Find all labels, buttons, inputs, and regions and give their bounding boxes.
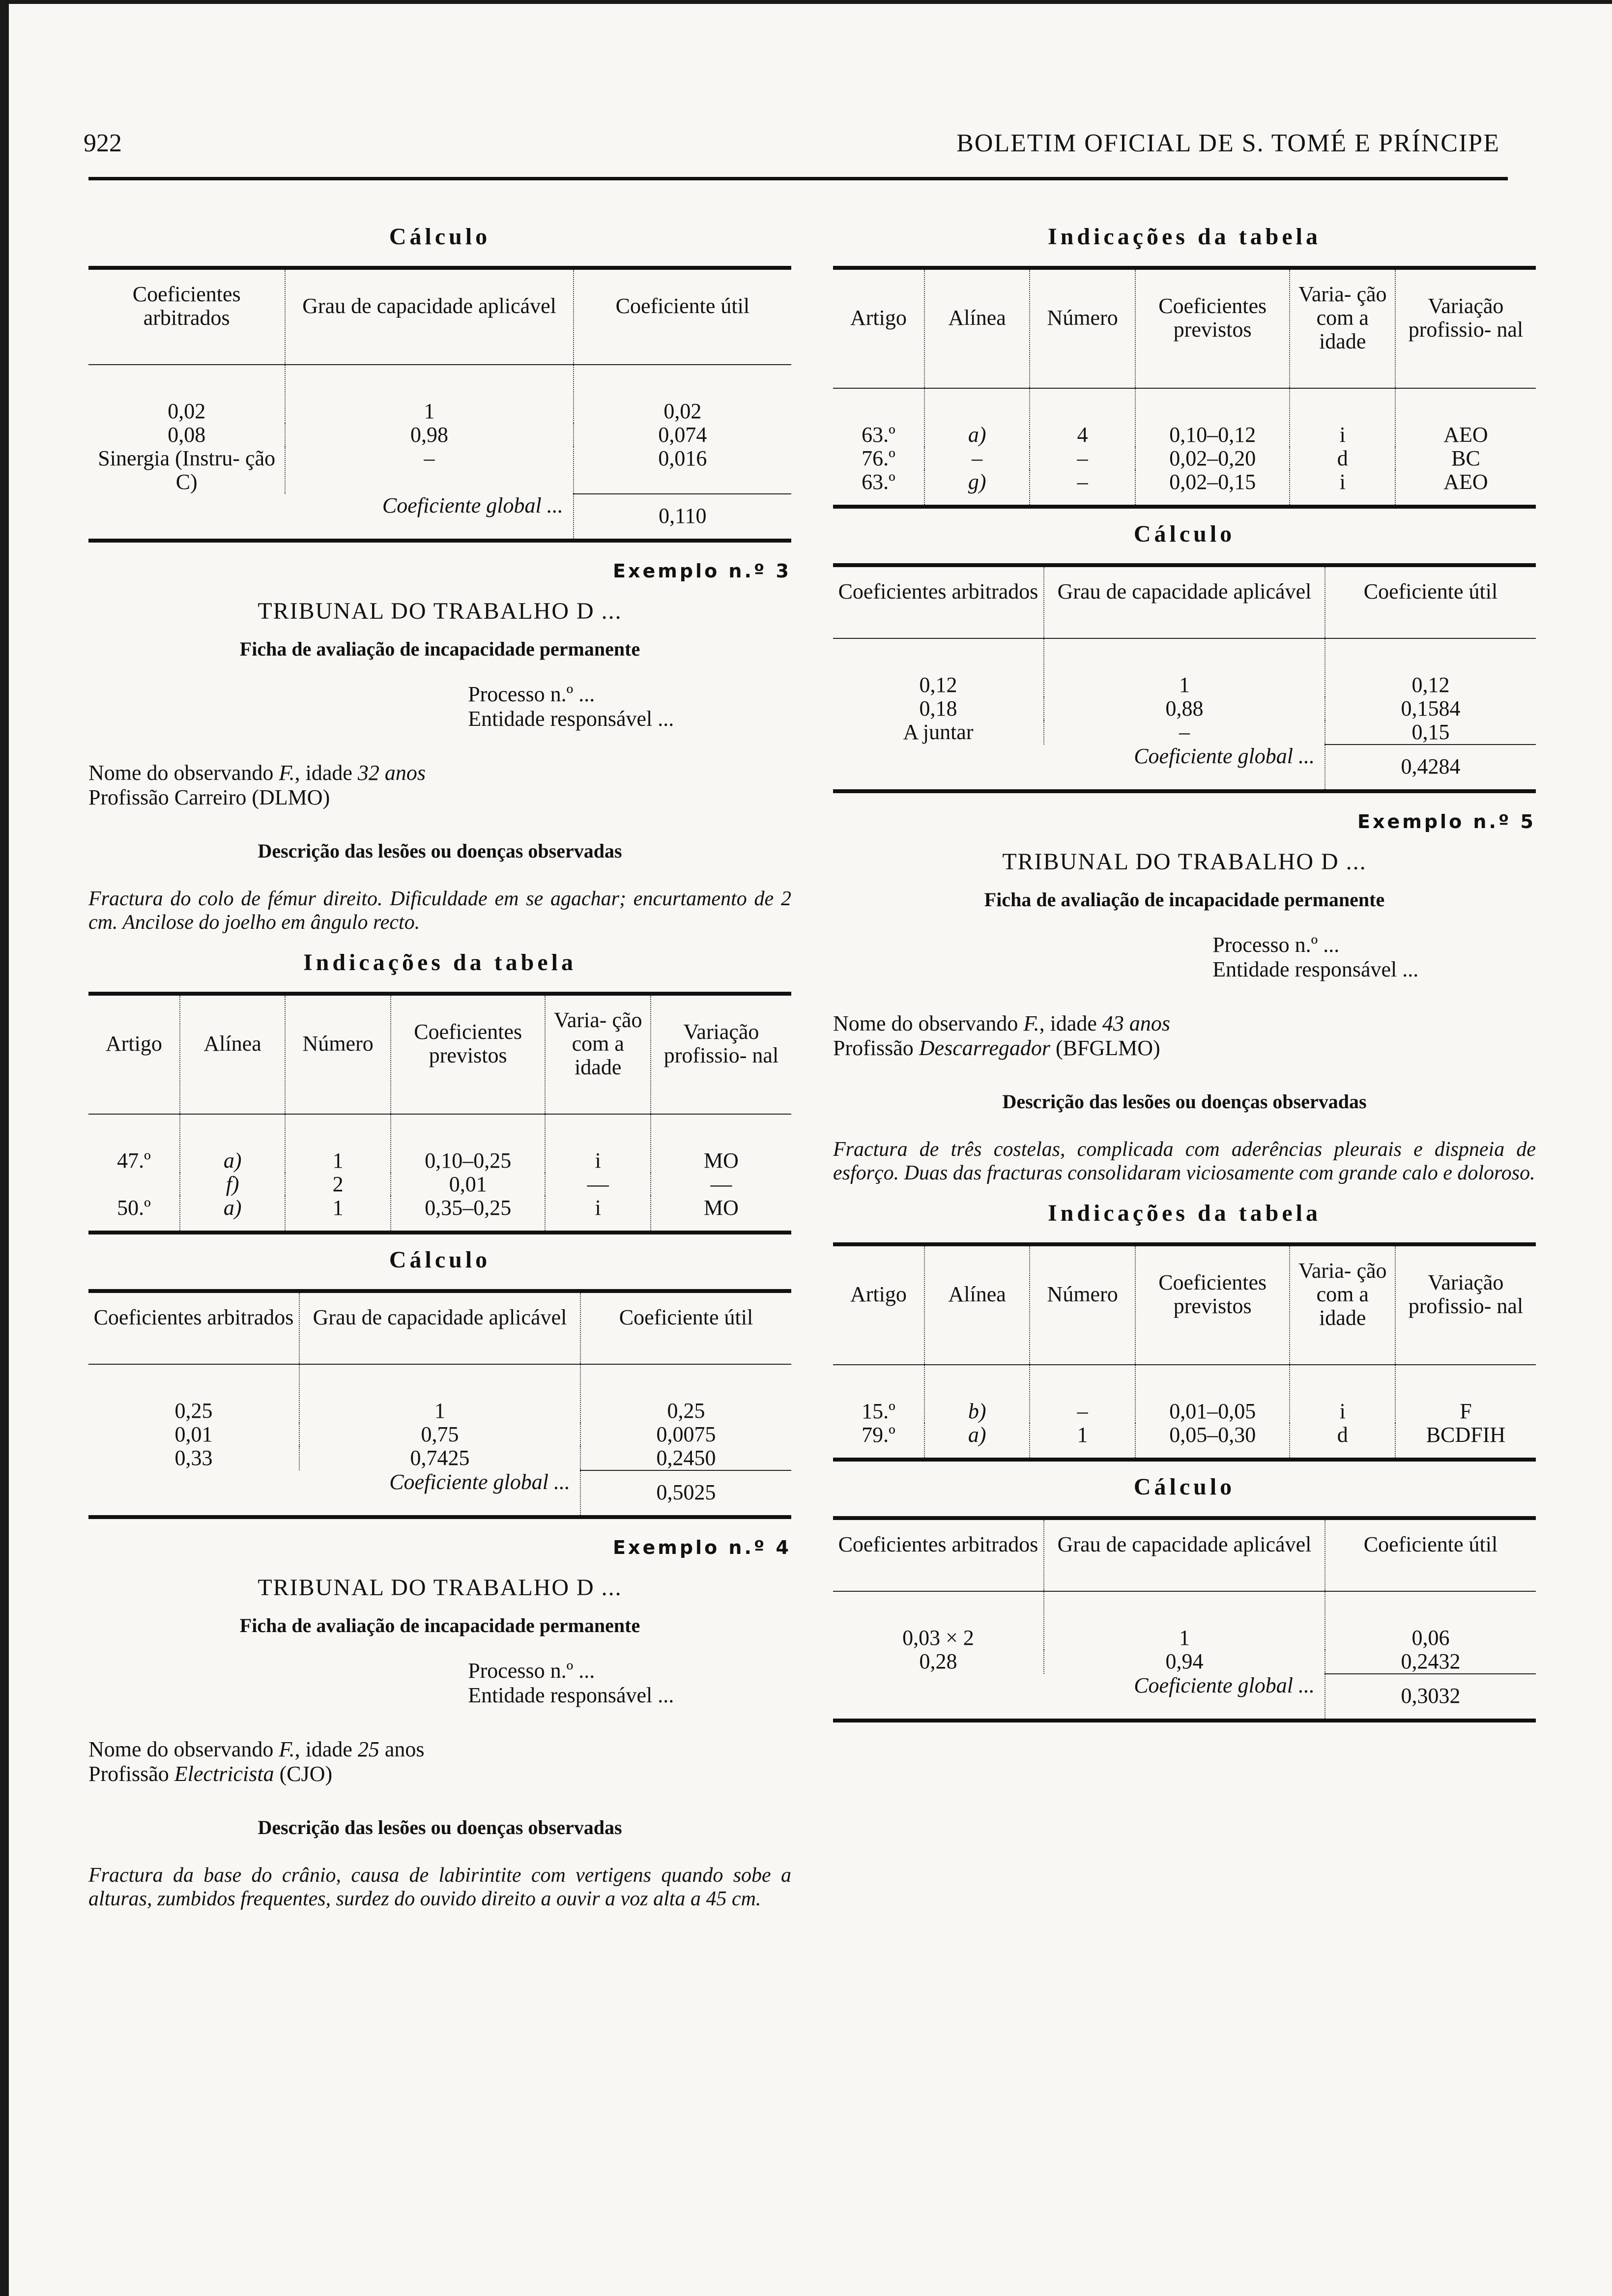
page-number: 922 (84, 129, 122, 157)
table-row (88, 423, 791, 447)
table-row (833, 720, 1536, 745)
table-cell (924, 388, 1030, 447)
column-header: Alínea (924, 268, 1030, 388)
injury-description: Fractura de três costelas, complicada com aderências pleurais e dispneia de esforço. Duas das fracturas consolidaram viciosamente com grande calo e doloroso. (833, 1138, 1536, 1184)
table-cell: 0,01–0,05 (1135, 1365, 1290, 1423)
calc-table-ex5 (833, 1516, 1536, 1722)
description-heading: Descrição das lesões ou doenças observadas (258, 840, 622, 862)
column-header: Artigo (833, 1244, 924, 1365)
column-header: Coeficiente útil (580, 1291, 791, 1364)
table-cell: 0,33 (174, 1446, 213, 1470)
table-cell: 0,10–0,12 (1135, 388, 1290, 447)
table-cell: F (1395, 1365, 1536, 1423)
page-border-top (0, 0, 1612, 4)
table-header-row (88, 268, 791, 365)
table-header-row (833, 1518, 1536, 1591)
processo-block (468, 1659, 791, 1708)
table-cell: 4 (1030, 388, 1135, 447)
column-header: Número (1030, 1244, 1135, 1365)
calc-table-ex4 (833, 563, 1536, 793)
table-cell: 0,06 (1325, 1591, 1536, 1650)
idade-label: , idade (294, 1737, 352, 1761)
example-4-label: Exemplo n.º 4 (613, 1537, 791, 1558)
table-row (88, 1173, 791, 1196)
calc-heading-ex2: Cálculo (389, 224, 491, 250)
table-cell: 50.º (88, 1196, 180, 1233)
table-cell: – (1030, 447, 1135, 470)
table-cell: 0,12 (919, 673, 957, 697)
column-header: Coeficientes arbitrados (88, 268, 285, 365)
table-cell: 0,016 (574, 447, 791, 494)
table-cell: 15.º (862, 1399, 895, 1423)
table-cell: – (1044, 720, 1325, 745)
table-cell: 63.º (833, 470, 924, 507)
example-3-label: Exemplo n.º 3 (613, 560, 791, 582)
column-header: Variação profissio- nal (1395, 268, 1536, 388)
column-header: Coeficiente útil (1325, 1518, 1536, 1591)
column-header: Grau de capacidade aplicável (1044, 1518, 1325, 1591)
left-column (88, 211, 791, 1925)
table-cell: 0,15 (1325, 720, 1536, 745)
table-cell: 0,0075 (580, 1423, 791, 1446)
column-header: Coeficiente útil (1325, 565, 1536, 638)
table-row (833, 1650, 1536, 1674)
alinea-value: a) (968, 423, 986, 447)
profissao-line (88, 1762, 791, 1786)
alinea-value: – (972, 446, 983, 470)
idade-suffix: anos (384, 1737, 425, 1761)
idade-value: 32 anos (357, 761, 426, 785)
column-header: Coeficiente útil (574, 268, 791, 365)
observado-block (88, 1737, 791, 1786)
table-cell: Sinergia (Instru- ção C) (98, 446, 276, 494)
calc-heading-ex3: Cálculo (389, 1247, 491, 1273)
table-cell: i (545, 1114, 651, 1173)
table-cell: 0,02 (574, 365, 791, 423)
column-header: Coeficientes arbitrados (833, 1518, 1044, 1591)
table-row (88, 365, 791, 423)
calc-table-ex2 (88, 266, 791, 543)
table-cell: 0,94 (1044, 1650, 1325, 1674)
table-cell (180, 1173, 286, 1196)
profissao-code: (BFGLMO) (1056, 1036, 1160, 1060)
profissao-label: Profissão (88, 1762, 169, 1786)
idade-label: , idade (1039, 1011, 1097, 1035)
processo-line: Processo n.º ... (1212, 933, 1340, 957)
column-header: Artigo (833, 268, 924, 388)
observado-block (833, 1011, 1536, 1061)
column-header: Varia- ção com a idade (545, 994, 651, 1114)
table-cell: 1 (285, 1196, 391, 1233)
table-cell: 1 (1044, 638, 1325, 697)
table-cell: d (1290, 1423, 1395, 1460)
table-cell (88, 1173, 180, 1196)
entidade-line: Entidade responsável ... (468, 707, 674, 731)
table-cell: 63.º (862, 423, 895, 447)
processo-line: Processo n.º ... (468, 1659, 595, 1683)
global-coefficient-row (833, 745, 1536, 791)
table-cell: 0,2450 (580, 1446, 791, 1470)
table-cell: A juntar (903, 720, 974, 744)
table-cell: 1 (1044, 1591, 1325, 1650)
table-cell: 0,03 × 2 (902, 1626, 974, 1650)
table-cell: — (651, 1173, 791, 1196)
table-cell: d (1290, 447, 1395, 470)
table-cell: 0,074 (574, 423, 791, 447)
column-header: Grau de capacidade aplicável (285, 268, 573, 365)
nome-label: Nome do observando (88, 761, 274, 785)
table-cell: 0,88 (1044, 697, 1325, 720)
table-cell (924, 470, 1030, 507)
observado-block (88, 761, 791, 810)
right-column (833, 211, 1536, 1729)
global-coefficient-label: Coeficiente global ... (88, 494, 574, 541)
idade-label: , idade (294, 761, 352, 785)
table-row (833, 1365, 1536, 1423)
nome-line (88, 1737, 791, 1762)
profissao-value: Electricista (174, 1762, 274, 1786)
table-cell: 0,10–0,25 (391, 1114, 546, 1173)
global-coefficient-label: Coeficiente global ... (833, 1674, 1325, 1721)
page-border-left (0, 0, 9, 2296)
table-cell: 0,98 (285, 423, 573, 447)
indicacoes-table-ex3 (88, 992, 791, 1234)
table-cell (180, 1196, 286, 1233)
table-cell: 0,08 (168, 423, 206, 447)
column-header: Número (1030, 268, 1135, 388)
column-header: Grau de capacidade aplicável (299, 1291, 580, 1364)
table-cell: AEO (1395, 388, 1536, 447)
description-heading: Descrição das lesões ou doenças observadas (1002, 1091, 1367, 1113)
table-header-row (88, 994, 791, 1114)
column-header: Varia- ção com a idade (1290, 1244, 1395, 1365)
global-coefficient-value: 0,110 (574, 494, 791, 541)
entidade-line: Entidade responsável ... (1212, 957, 1419, 981)
profissao-code: (CJO) (279, 1762, 333, 1786)
header-rule (88, 177, 1508, 180)
table-header-row (88, 1291, 791, 1364)
table-row (833, 470, 1536, 507)
table-header-row (833, 565, 1536, 638)
column-header: Número (285, 994, 391, 1114)
idade-value: 43 anos (1102, 1011, 1171, 1035)
table-cell: – (285, 447, 573, 494)
column-header: Alínea (924, 1244, 1030, 1365)
indicacoes-table-ex5 (833, 1242, 1536, 1462)
global-coefficient-label: Coeficiente global ... (833, 745, 1325, 791)
table-cell: 0,2432 (1325, 1650, 1536, 1674)
table-cell: 47.º (117, 1148, 151, 1173)
table-cell: 0,05–0,30 (1135, 1423, 1290, 1460)
table-row (88, 1114, 791, 1173)
ficha-title: Ficha de avaliação de incapacidade permanente (984, 889, 1385, 911)
table-cell: i (1290, 388, 1395, 447)
table-cell: AEO (1395, 470, 1536, 507)
table-cell: BC (1395, 447, 1536, 470)
table-cell: 0,7425 (299, 1446, 580, 1470)
processo-block (1212, 933, 1536, 982)
table-cell: 0,28 (919, 1649, 957, 1673)
nome-label: Nome do observando (88, 1737, 274, 1761)
table-cell: i (1290, 470, 1395, 507)
table-cell: 76.º (862, 446, 895, 470)
table-header-row (833, 1244, 1536, 1365)
table-cell: MO (651, 1114, 791, 1173)
table-cell (924, 447, 1030, 470)
table-cell: 1 (1030, 1423, 1135, 1460)
global-coefficient-value: 0,4284 (1325, 745, 1536, 791)
nome-value: F. (279, 761, 295, 785)
table-cell: – (1030, 470, 1135, 507)
column-header: Varia- ção com a idade (1290, 268, 1395, 388)
alinea-value: a) (223, 1148, 242, 1173)
table-cell: i (545, 1196, 651, 1233)
table-cell: – (1030, 1365, 1135, 1423)
tribunal-title: TRIBUNAL DO TRABALHO D ... (258, 1575, 622, 1601)
global-coefficient-row (88, 494, 791, 541)
table-cell (924, 1365, 1030, 1423)
processo-block (468, 682, 791, 731)
table-cell: 2 (285, 1173, 391, 1196)
calc-heading-ex5: Cálculo (1133, 1474, 1236, 1500)
table-cell: 0,18 (919, 696, 957, 720)
column-header: Coeficientes arbitrados (88, 1291, 299, 1364)
column-header: Artigo (88, 994, 180, 1114)
column-header: Coeficientes previstos (1135, 1244, 1290, 1365)
table-row (833, 1423, 1536, 1460)
table-cell: 1 (299, 1364, 580, 1423)
indicacoes-heading-ex3: Indicações da tabela (303, 949, 576, 976)
table-row (833, 388, 1536, 447)
idade-value: 25 (357, 1737, 379, 1761)
alinea-value: a) (223, 1196, 242, 1220)
tribunal-title: TRIBUNAL DO TRABALHO D ... (1002, 849, 1367, 875)
global-coefficient-label: Coeficiente global ... (88, 1470, 580, 1517)
indicacoes-heading-ex4: Indicações da tabela (1047, 224, 1321, 250)
processo-line: Processo n.º ... (468, 682, 595, 706)
profissao-value: Carreiro (DLMO) (174, 785, 330, 809)
table-cell: 0,75 (299, 1423, 580, 1446)
table-cell: 0,12 (1325, 638, 1536, 697)
global-coefficient-row (88, 1470, 791, 1517)
table-row (88, 1423, 791, 1446)
running-title: BOLETIM OFICIAL DE S. TOMÉ E PRÍNCIPE (956, 129, 1500, 157)
column-header: Grau de capacidade aplicável (1044, 565, 1325, 638)
injury-description: Fractura da base do crânio, causa de labirintite com vertigens quando sobe a alturas, zumbidos frequentes, surdez do ouvido direito a ouvir a voz alta a 45 cm. (88, 1864, 791, 1910)
table-cell: 0,25 (580, 1364, 791, 1423)
profissao-line (88, 785, 791, 810)
table-row (88, 447, 791, 494)
table-cell: 0,35–0,25 (391, 1196, 546, 1233)
alinea-value: g) (968, 470, 986, 494)
table-cell: 1 (285, 1114, 391, 1173)
global-coefficient-value: 0,3032 (1325, 1674, 1536, 1721)
profissao-label: Profissão (88, 785, 169, 809)
alinea-value: a) (968, 1423, 986, 1447)
table-cell: 0,02–0,20 (1135, 447, 1290, 470)
table-row (833, 638, 1536, 697)
example-5-label: Exemplo n.º 5 (1357, 811, 1536, 832)
table-cell: i (1290, 1365, 1395, 1423)
column-header: Variação profissio- nal (651, 994, 791, 1114)
ficha-title: Ficha de avaliação de incapacidade permanente (239, 1614, 640, 1636)
nome-line (88, 761, 791, 785)
alinea-value: f) (226, 1172, 239, 1196)
column-header: Coeficientes previstos (1135, 268, 1290, 388)
nome-value: F. (1023, 1011, 1039, 1035)
nome-label: Nome do observando (833, 1011, 1018, 1035)
profissao-label: Profissão (833, 1036, 914, 1060)
table-cell (180, 1114, 286, 1173)
table-row (833, 1591, 1536, 1650)
calc-heading-ex4: Cálculo (1133, 521, 1236, 547)
nome-line (833, 1011, 1536, 1036)
column-header: Coeficientes previstos (391, 994, 546, 1114)
table-cell: 0,02–0,15 (1135, 470, 1290, 507)
table-cell (924, 1423, 1030, 1460)
table-cell: 0,25 (174, 1399, 213, 1423)
table-row (88, 1446, 791, 1470)
column-header: Alínea (180, 994, 286, 1114)
injury-description: Fractura do colo de fémur direito. Dificuldade em se agachar; encurtamento de 2 cm. Ancilose do joelho em ângulo recto. (88, 888, 791, 934)
table-header-row (833, 268, 1536, 388)
profissao-line (833, 1036, 1536, 1061)
table-row (88, 1364, 791, 1423)
table-row (833, 697, 1536, 720)
entidade-line: Entidade responsável ... (468, 1683, 674, 1707)
table-cell: BCDFIH (1395, 1423, 1536, 1460)
table-cell: 0,01 (174, 1422, 213, 1446)
table-row (88, 1196, 791, 1233)
profissao-value: Descarregador (919, 1036, 1051, 1060)
table-cell: 0,02 (168, 399, 206, 423)
table-cell: 79.º (833, 1423, 924, 1460)
alinea-value: b) (968, 1399, 986, 1423)
table-cell: 0,1584 (1325, 697, 1536, 720)
description-heading: Descrição das lesões ou doenças observadas (258, 1816, 622, 1838)
indicacoes-heading-ex5: Indicações da tabela (1047, 1200, 1321, 1226)
global-coefficient-value: 0,5025 (580, 1470, 791, 1517)
ficha-title: Ficha de avaliação de incapacidade permanente (239, 638, 640, 660)
tribunal-title: TRIBUNAL DO TRABALHO D ... (258, 598, 622, 624)
global-coefficient-row (833, 1674, 1536, 1721)
indicacoes-table-ex4 (833, 266, 1536, 509)
nome-value: F. (279, 1737, 295, 1761)
table-cell: — (545, 1173, 651, 1196)
table-cell: 1 (285, 365, 573, 423)
table-row (833, 447, 1536, 470)
table-cell: MO (651, 1196, 791, 1233)
column-header: Coeficientes arbitrados (833, 565, 1044, 638)
table-cell: 0,01 (391, 1173, 546, 1196)
calc-table-ex3 (88, 1289, 791, 1519)
column-header: Variação profissio- nal (1395, 1244, 1536, 1365)
